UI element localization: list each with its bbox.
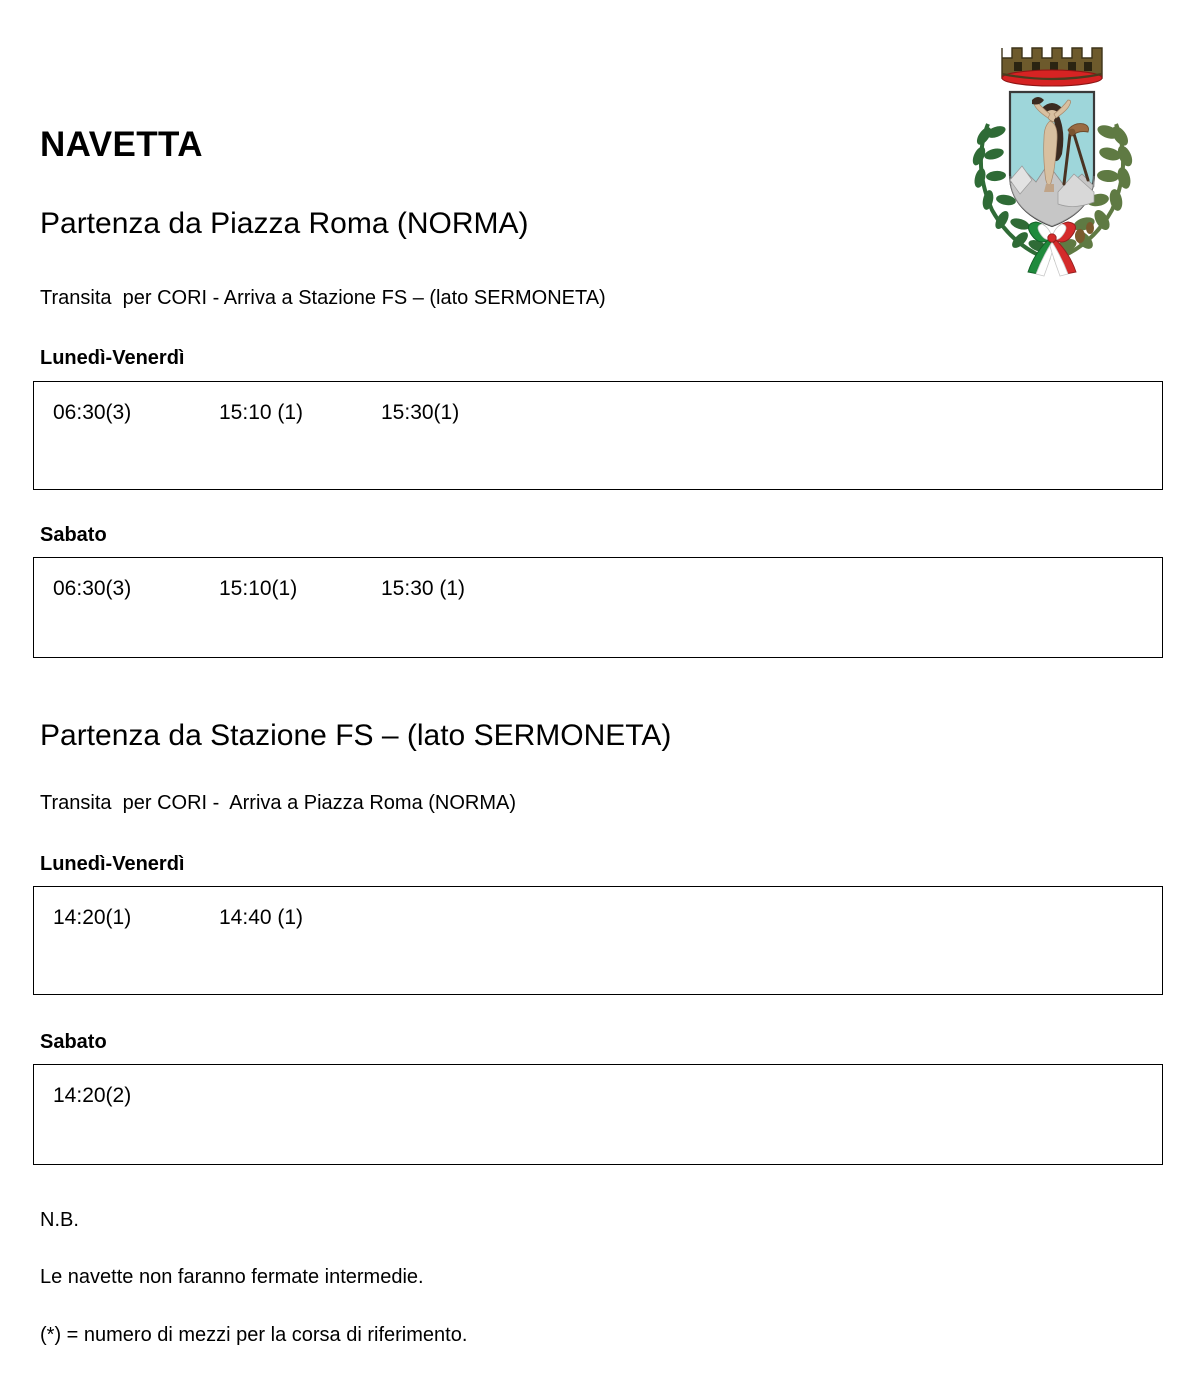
departure-time: 15:30 (1) (381, 577, 466, 600)
section-heading-departure-stazione-fs: Partenza da Stazione FS – (lato SERMONETA) (40, 719, 672, 752)
day-label-weekday-2: Lunedì-Venerdì (40, 853, 185, 875)
departure-time: 14:20(2) (53, 1084, 132, 1107)
day-label-saturday-2: Sabato (40, 1031, 107, 1053)
departure-time: 15:10(1) (219, 577, 298, 600)
day-label-saturday-1: Sabato (40, 524, 107, 546)
note-nb-label: N.B. (40, 1209, 79, 1231)
coat-of-arms-emblem (962, 14, 1142, 286)
departure-time: 14:20(1) (53, 906, 132, 929)
departure-time: 15:10 (1) (219, 401, 304, 424)
shield-icon (1010, 92, 1094, 226)
route-description-2: Transita per CORI - Arriva a Piazza Roma (NORMA) (40, 792, 517, 814)
section-heading-departure-piazza-roma: Partenza da Piazza Roma (NORMA) (40, 207, 529, 240)
departure-time: 06:30(3) (53, 577, 132, 600)
schedule-box-weekday-1 (33, 381, 1163, 490)
schedule-row (34, 558, 1162, 657)
schedule-box-weekday-2 (33, 886, 1163, 995)
schedule-row (34, 887, 1162, 994)
schedule-row (34, 382, 1162, 489)
schedule-box-saturday-2 (33, 1064, 1163, 1165)
page-title: NAVETTA (40, 125, 203, 164)
departure-time: 06:30(3) (53, 401, 132, 424)
note-no-intermediate-stops: Le navette non faranno fermate intermedie. (40, 1266, 424, 1288)
mural-crown-icon (1002, 48, 1102, 86)
departure-time: 14:40 (1) (219, 906, 304, 929)
route-description-1: Transita per CORI - Arriva a Stazione FS – (lato SERMONETA) (40, 287, 606, 309)
schedule-row (34, 1065, 1162, 1164)
schedule-box-saturday-1 (33, 557, 1163, 658)
departure-time: 15:30(1) (381, 401, 460, 424)
day-label-weekday-1: Lunedì-Venerdì (40, 347, 185, 369)
note-asterisk-legend: (*) = numero di mezzi per la corsa di riferimento. (40, 1324, 468, 1346)
